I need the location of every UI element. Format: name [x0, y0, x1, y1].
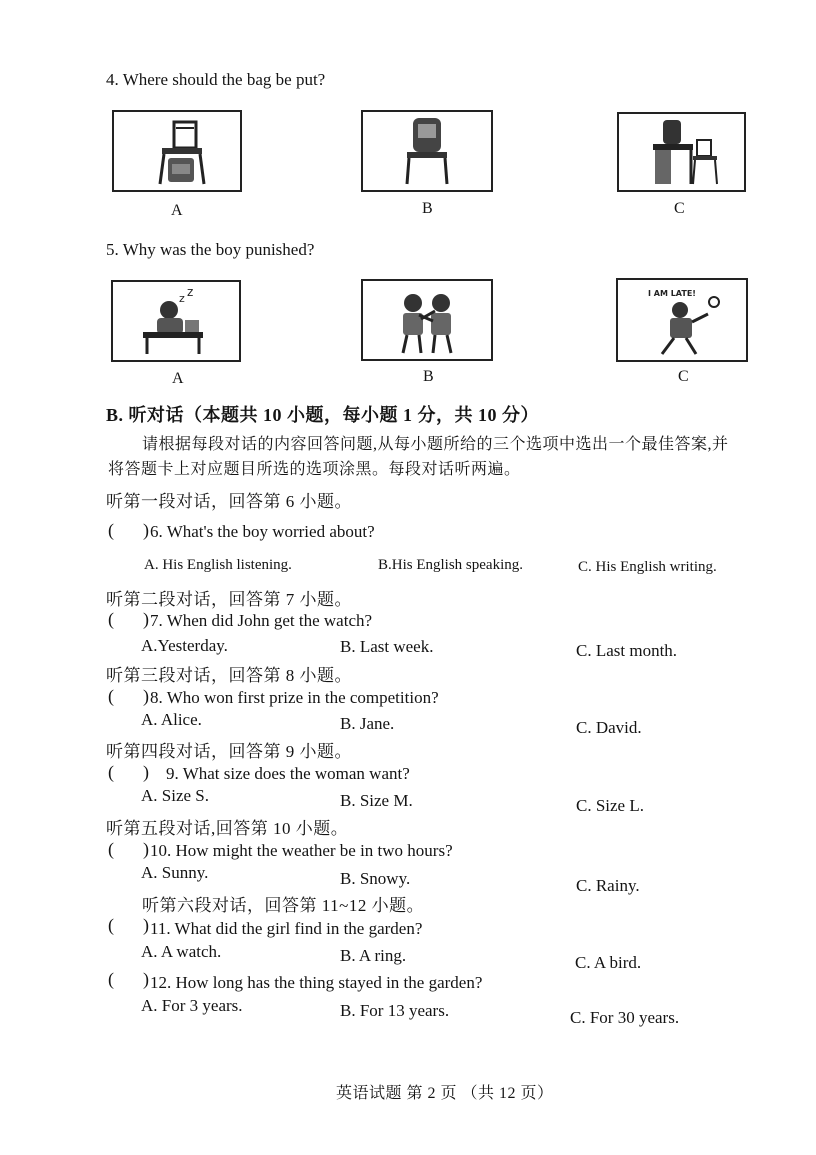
question-12-text: 12. How long has the thing stayed in the garden? — [150, 973, 483, 992]
answer-blank-12-open[interactable]: ( — [108, 969, 114, 989]
q11-option-c: C. A bird. — [575, 953, 642, 972]
page-footer: 英语试题 第 2 页 （共 12 页） — [336, 1085, 554, 1102]
question-11-text: 11. What did the girl find in the garden? — [150, 919, 423, 938]
dialog-3-intro: 听第三段对话，回答第 8 小题。 — [106, 666, 352, 685]
answer-blank-11-open[interactable]: ( — [108, 915, 114, 935]
answer-blank-12-close: ) — [143, 969, 149, 989]
section-b-instruction-2: 将答题卡上对应题目所选的选项涂黑。每段对话听两遍。 — [108, 461, 521, 478]
q5-caption-a: A — [172, 370, 184, 387]
q7-option-c: C. Last month. — [576, 641, 678, 660]
q4-image-b — [361, 110, 493, 192]
q9-option-b: B. Size M. — [340, 791, 413, 810]
q6-option-a: A. His English listening. — [144, 557, 292, 573]
question-5-text: 5. Why was the boy punished? — [106, 240, 315, 259]
q6-option-b: B.His English speaking. — [378, 557, 523, 573]
chair-with-bag-on-back-icon — [363, 112, 491, 190]
answer-blank-7-open[interactable]: ( — [108, 609, 114, 629]
q5-caption-c: C — [678, 368, 689, 385]
q10-option-a: A. Sunny. — [141, 863, 209, 882]
q7-option-b: B. Last week. — [340, 637, 434, 656]
section-b-instruction-1: 请根据每段对话的内容回答问题,从每小题所给的三个选项中选出一个最佳答案,并 — [142, 436, 729, 453]
q12-option-c: C. For 30 years. — [570, 1008, 680, 1027]
boy-running-late-icon — [618, 280, 746, 360]
dialog-2-intro: 听第二段对话，回答第 7 小题。 — [106, 590, 352, 609]
boys-fighting-icon — [363, 281, 491, 359]
answer-blank-9-open[interactable]: ( — [108, 762, 114, 782]
question-4-text: 4. Where should the bag be put? — [106, 70, 326, 89]
section-b-heading: B. 听对话（本题共 10 小题，每小题 1 分，共 10 分） — [106, 405, 540, 425]
question-9-text: 9. What size does the woman want? — [166, 764, 410, 783]
q6-option-c: C. His English writing. — [578, 559, 717, 575]
question-10-text: 10. How might the weather be in two hours? — [150, 841, 453, 860]
q11-option-a: A. A watch. — [141, 942, 222, 961]
desk-with-bag-on-top-icon — [619, 114, 744, 190]
answer-blank-8-open[interactable]: ( — [108, 686, 114, 706]
question-8-text: 8. Who won first prize in the competition? — [150, 688, 439, 707]
question-6-text: 6. What's the boy worried about? — [150, 522, 375, 541]
answer-blank-10-close: ) — [143, 839, 149, 859]
svg-text:z: z — [179, 292, 185, 305]
q4-image-c — [617, 112, 746, 192]
q11-option-b: B. A ring. — [340, 946, 407, 965]
q12-option-a: A. For 3 years. — [141, 996, 243, 1015]
q5-image-a — [111, 280, 241, 362]
answer-blank-6-open[interactable]: ( — [108, 520, 114, 540]
q7-option-a: A.Yesterday. — [141, 636, 228, 655]
answer-blank-11-close: ) — [143, 915, 149, 935]
answer-blank-9-close: ) — [143, 762, 149, 782]
q8-option-a: A. Alice. — [141, 710, 202, 729]
q5-image-b — [361, 279, 493, 361]
answer-blank-7-close: ) — [143, 609, 149, 629]
q5-caption-b: B — [423, 368, 434, 385]
q5-image-c — [616, 278, 748, 362]
q4-caption-a: A — [171, 202, 183, 219]
q10-option-c: C. Rainy. — [576, 876, 640, 895]
q9-option-c: C. Size L. — [576, 796, 644, 815]
dialog-1-intro: 听第一段对话，回答第 6 小题。 — [106, 492, 352, 511]
question-7-text: 7. When did John get the watch? — [150, 611, 373, 630]
q12-option-b: B. For 13 years. — [340, 1001, 450, 1020]
q4-caption-b: B — [422, 200, 433, 217]
dialog-5-intro: 听第五段对话,回答第 10 小题。 — [106, 819, 349, 838]
answer-blank-6-close: ) — [143, 520, 149, 540]
q10-option-b: B. Snowy. — [340, 869, 411, 888]
q4-image-a — [112, 110, 242, 192]
dialog-4-intro: 听第四段对话，回答第 9 小题。 — [106, 742, 352, 761]
q4-caption-c: C — [674, 200, 685, 217]
dialog-6-intro: 听第六段对话，回答第 11~12 小题。 — [142, 896, 425, 915]
answer-blank-10-open[interactable]: ( — [108, 839, 114, 859]
svg-text:z: z — [187, 285, 194, 299]
i-am-late-text: I AM LATE! — [648, 289, 696, 298]
chair-with-bag-under-icon — [114, 112, 240, 190]
q9-option-a: A. Size S. — [141, 786, 209, 805]
answer-blank-8-close: ) — [143, 686, 149, 706]
q8-option-b: B. Jane. — [340, 714, 395, 733]
q8-option-c: C. David. — [576, 718, 642, 737]
boy-sleeping-at-desk-icon — [113, 282, 239, 360]
